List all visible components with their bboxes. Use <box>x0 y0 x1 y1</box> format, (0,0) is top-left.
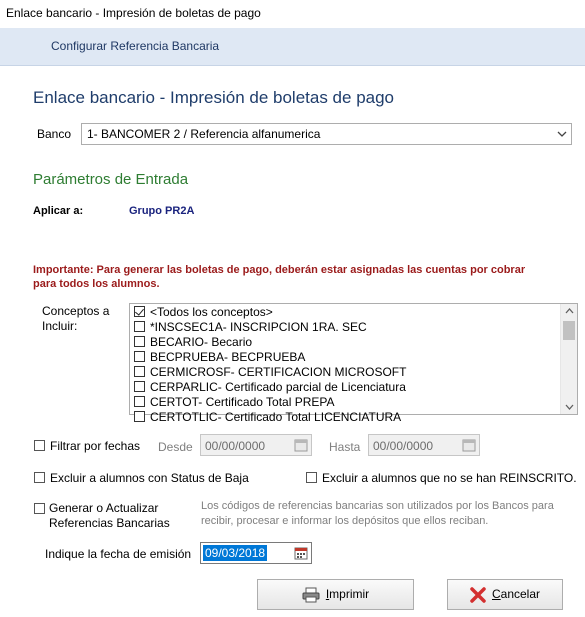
chevron-down-icon <box>553 124 571 144</box>
concepts-label-line-2: Incluir: <box>42 319 78 333</box>
from-label: Desde <box>158 440 193 454</box>
close-icon <box>470 587 486 603</box>
print-hotkey: I <box>325 587 330 601</box>
warning-line-2: para todos los alumnos. <box>33 278 160 290</box>
apply-label: Aplicar a: <box>33 205 84 217</box>
calendar-icon[interactable] <box>292 544 310 562</box>
note-line-2: recibir, procesar e informar los depósitos que ellos reciban. <box>201 515 489 527</box>
concept-label: CERTOT- Certificado Total PREPA <box>150 395 335 409</box>
from-date-input[interactable] <box>200 434 312 456</box>
print-button[interactable] <box>257 579 414 610</box>
bank-label: Banco <box>37 127 72 141</box>
concept-label: *INSCSEC1A- INSCRIPCION 1RA. SEC <box>150 320 367 334</box>
printer-icon <box>302 587 320 603</box>
exclude-baja-label: Excluir a alumnos con Status de Baja <box>50 471 249 485</box>
cancel-button[interactable] <box>447 579 563 610</box>
scroll-thumb[interactable] <box>563 321 575 340</box>
exclude-baja-checkbox[interactable] <box>34 472 45 483</box>
exclude-baja-option[interactable] <box>34 471 249 485</box>
form-heading: Enlace bancario - Impresión de boletas de pago <box>33 88 395 107</box>
concepts-label <box>42 304 109 334</box>
checkbox[interactable] <box>134 351 145 362</box>
checkbox[interactable] <box>134 381 145 392</box>
checkbox[interactable] <box>134 396 145 407</box>
configure-reference-button[interactable]: Configurar Referencia Bancaria <box>51 39 220 53</box>
concept-label: CERTOTLIC- Certificado Total LICENCIATURA <box>150 410 402 424</box>
concepts-scrollbar[interactable] <box>560 304 577 414</box>
concept-item[interactable] <box>130 365 561 380</box>
concepts-label-line-1: Conceptos a <box>42 304 110 318</box>
section-title: Parámetros de Entrada <box>33 171 189 188</box>
scroll-down-icon[interactable] <box>561 400 578 414</box>
bank-select[interactable] <box>81 123 572 145</box>
concept-item[interactable] <box>130 350 561 365</box>
exclude-reinscrito-option[interactable] <box>306 471 577 485</box>
generate-label-line-2: Referencias Bancarias <box>49 516 170 530</box>
scroll-up-icon[interactable] <box>561 304 578 318</box>
concept-item[interactable] <box>130 380 561 395</box>
apply-value: Grupo PR2A <box>129 205 195 217</box>
calendar-icon[interactable] <box>292 436 310 454</box>
from-date-value: 00/00/0000 <box>205 439 266 453</box>
emission-date-label: Indique la fecha de emisión <box>45 547 192 561</box>
checkbox-checked[interactable] <box>134 306 145 317</box>
concept-item[interactable] <box>130 395 561 410</box>
generate-label-line-1: Generar o Actualizar <box>49 501 159 515</box>
concept-item[interactable] <box>130 410 561 425</box>
concept-label: BECARIO- Becario <box>150 335 253 349</box>
concept-item[interactable] <box>130 320 561 335</box>
title-bar <box>0 0 585 28</box>
bank-select-value: 1- BANCOMER 2 / Referencia alfanumerica <box>87 127 321 141</box>
emission-date-input[interactable] <box>200 542 312 564</box>
form-panel <box>0 67 585 617</box>
to-date-value: 00/00/0000 <box>373 439 434 453</box>
filter-dates-option[interactable] <box>34 439 140 453</box>
references-note <box>201 499 576 529</box>
checkbox[interactable] <box>134 366 145 377</box>
concept-item[interactable] <box>130 335 561 350</box>
checkbox[interactable] <box>134 411 145 422</box>
concepts-list[interactable] <box>129 303 578 424</box>
to-date-input[interactable] <box>368 434 480 456</box>
exclude-reinscrito-label: Excluir a alumnos que no se han REINSCRITO. <box>322 471 577 485</box>
window-title: Enlace bancario - Impresión de boletas de pago <box>6 6 261 20</box>
cancel-hotkey: C <box>491 587 501 601</box>
checkbox[interactable] <box>134 321 145 332</box>
filter-dates-label: Filtrar por fechas <box>50 439 141 453</box>
print-label: mprimir <box>329 587 370 601</box>
warning-message <box>33 263 553 291</box>
concept-label: BECPRUEBA- BECPRUEBA <box>150 350 306 364</box>
cancel-label: ancelar <box>500 587 541 601</box>
generate-references-option[interactable] <box>34 501 170 531</box>
concept-label: CERMICROSF- CERTIFICACION MICROSOFT <box>150 365 407 379</box>
concept-label: CERPARLIC- Certificado parcial de Licenciatura <box>150 380 406 394</box>
emission-date-value: 09/03/2018 <box>205 546 266 560</box>
concepts-rows <box>130 305 561 425</box>
filter-dates-checkbox[interactable] <box>34 440 45 451</box>
exclude-reinscrito-checkbox[interactable] <box>306 472 317 483</box>
calendar-icon[interactable] <box>460 436 478 454</box>
concept-label: <Todos los conceptos> <box>150 305 273 319</box>
toolbar <box>0 28 585 66</box>
warning-line-1: Importante: Para generar las boletas de pago, deberán estar asignadas las cuentas por cobrar <box>33 264 526 276</box>
generate-references-label <box>34 501 170 531</box>
generate-references-checkbox[interactable] <box>34 503 45 514</box>
concept-item-all[interactable] <box>130 305 561 320</box>
to-label: Hasta <box>329 440 361 454</box>
note-line-1: Los códigos de referencias bancarias son utilizados por los Bancos para <box>201 500 554 512</box>
checkbox[interactable] <box>134 336 145 347</box>
